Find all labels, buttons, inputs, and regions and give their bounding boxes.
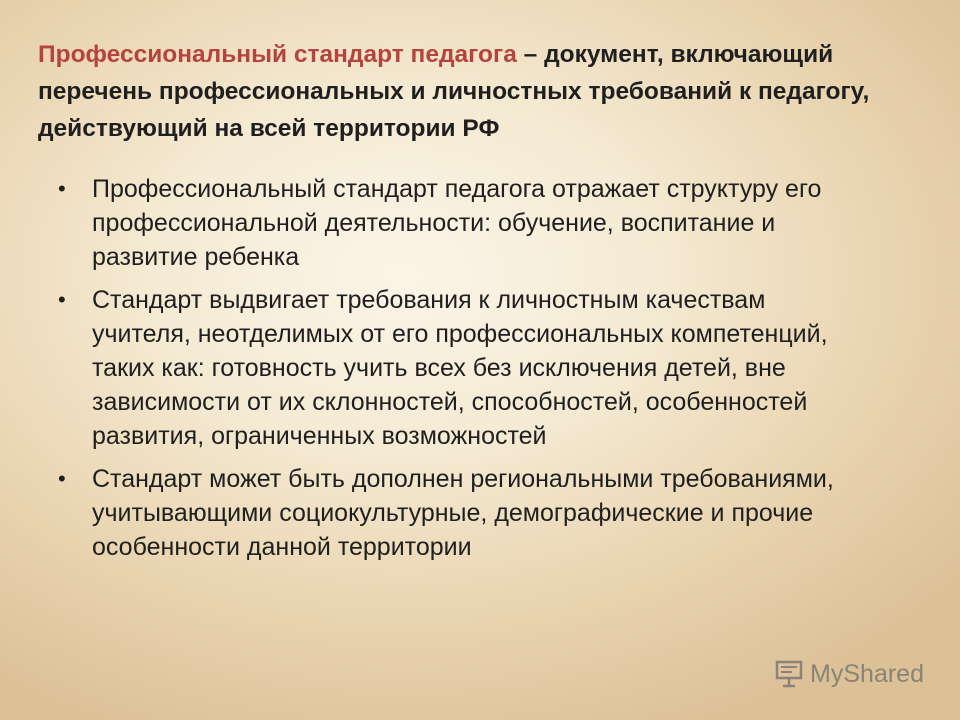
slide-title-rest: – документ, включающий перечень профессиональных и личностных требований к педагогу, действующий на всей территории РФ <box>38 41 870 142</box>
bullet-dot: • <box>58 466 66 491</box>
watermark-logo <box>774 656 924 692</box>
watermark-text: MyShared <box>810 660 924 688</box>
bullet-dot: • <box>58 287 66 312</box>
slide-title-accent: Профессиональный стандарт педагога <box>38 41 517 68</box>
presentation-board-icon <box>774 659 804 689</box>
bullet-item <box>56 172 856 274</box>
bullet-item <box>56 283 856 453</box>
bullet-text: Стандарт может быть дополнен региональными требованиями, учитывающими социокультурные, демографические и прочие особенности данной территории <box>92 465 834 561</box>
bullet-item <box>56 462 856 564</box>
bullet-list <box>56 172 856 573</box>
slide-title <box>38 36 918 147</box>
bullet-text: Стандарт выдвигает требования к личностным качествам учителя, неотделимых от его профессиональных компетенций, таких как: готовность учить всех без исключения детей, вне зависимости от их склонностей, способностей, особенностей развития, ограниченных возможностей <box>92 286 828 450</box>
bullet-text: Профессиональный стандарт педагога отражает структуру его профессиональной деятельности: обучение, воспитание и развитие ребенка <box>92 175 822 271</box>
bullet-dot: • <box>58 176 66 201</box>
